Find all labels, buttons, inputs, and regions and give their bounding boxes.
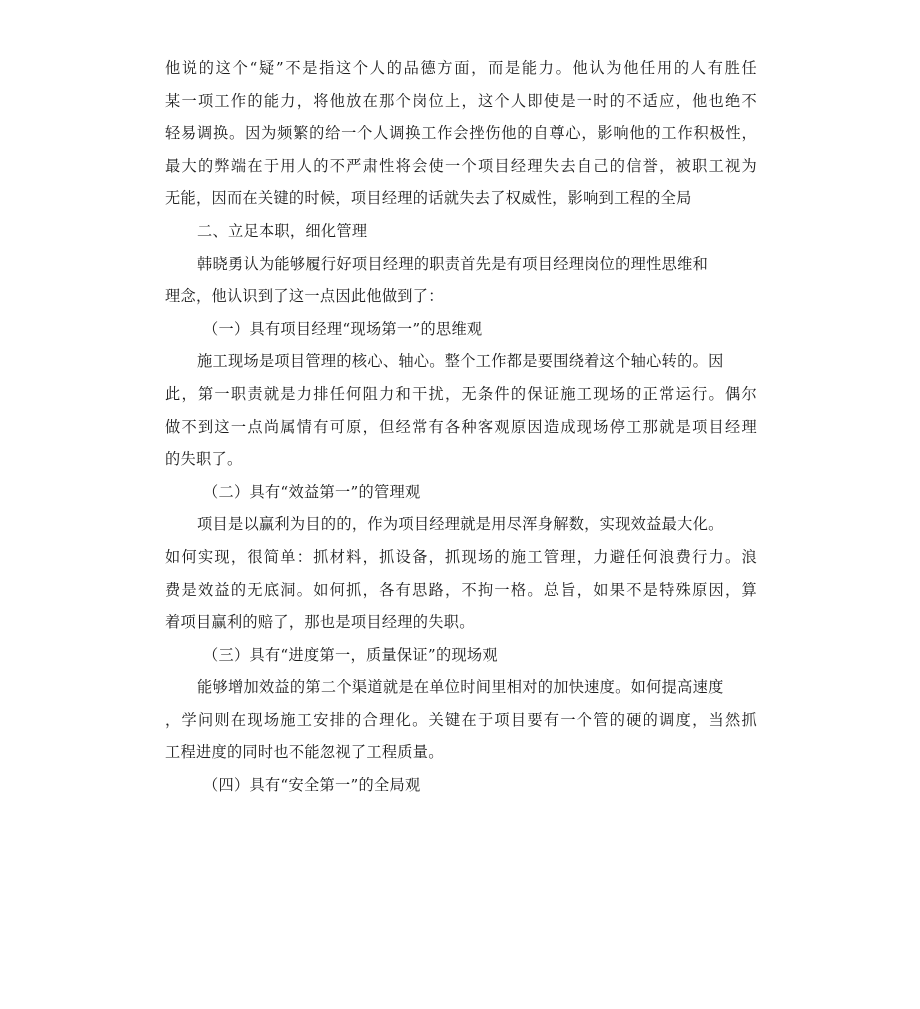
paragraph-line: 某一项工作的能力，将他放在那个岗位上，这个人即使是一时的不适应，他也绝不 <box>165 91 757 110</box>
paragraph-line: 的失职了。 <box>165 450 243 469</box>
subsection-heading: （四）具有“安全第一”的全局观 <box>203 776 421 795</box>
paragraph-line: 最大的弊端在于用人的不严肃性将会使一个项目经理失去自己的信誉，被职工视为 <box>165 156 757 175</box>
section-heading: 二、立足本职，细化管理 <box>197 221 368 240</box>
paragraph-line: 费是效益的无底洞。如何抓，各有思路，不拘一格。总旨，如果不是特殊原因，算 <box>165 580 757 599</box>
paragraph-line: 项目是以赢利为目的的，作为项目经理就是用尽浑身解数，实现效益最大化。 <box>197 515 724 534</box>
paragraph-line: 做不到这一点尚属情有可原，但经常有各种客观原因造成现场停工那就是项目经理 <box>165 417 757 436</box>
subsection-heading: （一）具有项目经理“现场第一”的思维观 <box>203 319 483 338</box>
paragraph-line: 能够增加效益的第二个渠道就是在单位时间里相对的加快速度。如何提高速度 <box>197 678 724 697</box>
document-page <box>165 52 757 802</box>
paragraph-line: 韩晓勇认为能够履行好项目经理的职责首先是有项目经理岗位的理性思维和 <box>197 254 709 273</box>
paragraph-line: 如何实现，很简单：抓材料，抓设备，抓现场的施工管理，力避任何浪费行力。浪 <box>165 547 757 566</box>
paragraph-line: ，学问则在现场施工安排的合理化。关键在于项目要有一个管的硬的调度，当然抓 <box>165 710 757 729</box>
subsection-heading: （二）具有“效益第一”的管理观 <box>203 482 421 501</box>
paragraph-line: 轻易调换。因为频繁的给一个人调换工作会挫伤他的自尊心，影响他的工作积极性， <box>165 124 757 143</box>
paragraph-line: 施工现场是项目管理的核心、轴心。整个工作都是要围绕着这个轴心转的。因 <box>197 352 724 371</box>
paragraph-line: 理念，他认识到了这一点因此他做到了： <box>165 287 444 306</box>
paragraph-line: 他说的这个“疑”不是指这个人的品德方面，而是能力。他认为他任用的人有胜任 <box>165 59 757 77</box>
paragraph-line: 此，第一职责就是力排任何阻力和干扰，无条件的保证施工现场的正常运行。偶尔 <box>165 384 757 403</box>
paragraph-line: 着项目赢利的赔了，那也是项目经理的失职。 <box>165 613 475 632</box>
subsection-heading: （三）具有“进度第一，质量保证”的现场观 <box>203 645 498 664</box>
paragraph-line: 工程进度的同时也不能忽视了工程质量。 <box>165 743 444 762</box>
paragraph-line: 无能，因而在关键的时候，项目经理的话就失去了权威性，影响到工程的全局 <box>165 189 692 208</box>
